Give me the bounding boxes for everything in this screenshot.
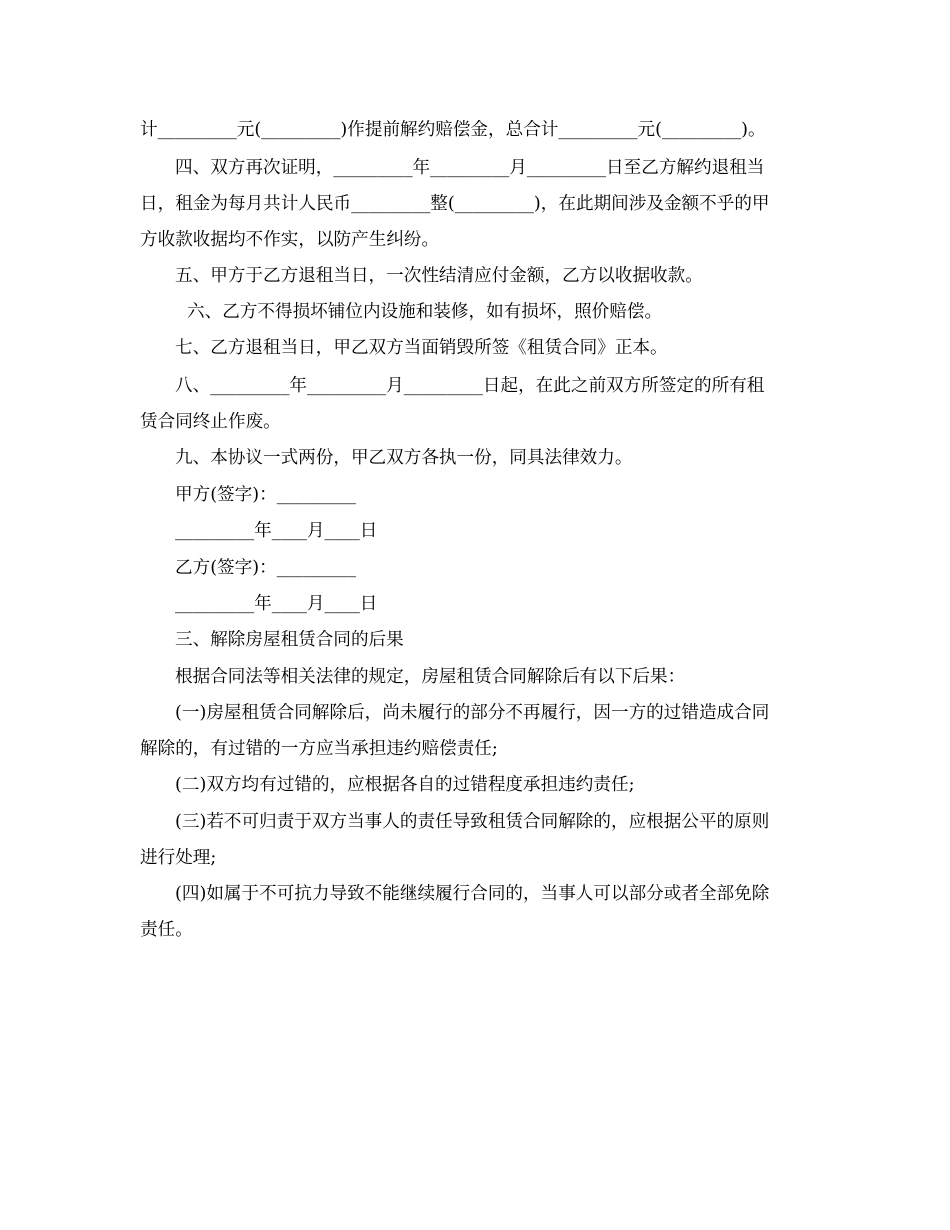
text-line: 赁合同终止作废。 (140, 412, 281, 432)
text-line: 日，租金为每月共计人民币_________整(_________)，在此期间涉及金额不乎的甲 (140, 194, 770, 214)
text-line: 五、甲方于乙方退租当日，一次性结清应付金额，乙方以收据收款。 (175, 266, 703, 286)
text-line: 计_________元(_________)作提前解约赔偿金，总合计_________元(_________)。 (140, 120, 766, 140)
date-line-party-a: _________年____月____日 (175, 521, 378, 541)
text-line: 根据合同法等相关法律的规定，房屋租赁合同解除后有以下后果： (175, 667, 686, 687)
text-line: 六、乙方不得损坏铺位内设施和装修，如有损坏，照价赔偿。 (187, 302, 663, 322)
text-line: 责任。 (140, 920, 193, 940)
text-line: (一)房屋租赁合同解除后，尚未履行的部分不再履行，因一方的过错造成合同 (175, 703, 770, 723)
text-line: 八、_________年_________月_________日起，在此之前双方所签定的所有租 (175, 376, 765, 396)
text-line: 解除的，有过错的一方应当承担违约赔偿责任; (140, 739, 498, 759)
text-line: (四)如属于不可抗力导致不能继续履行合同的，当事人可以部分或者全部免除 (175, 884, 770, 904)
text-line: 四、双方再次证明，_________年_________月_________日至乙方解约退租当 (175, 158, 765, 178)
text-line: (二)双方均有过错的，应根据各自的过错程度承担违约责任; (175, 775, 635, 795)
text-line: (三)若不可归责于双方当事人的责任导致租赁合同解除的，应根据公平的原则 (175, 812, 770, 832)
text-line: 方收款收据均不作实，以防产生纠纷。 (140, 230, 440, 250)
text-line: 进行处理; (140, 848, 217, 868)
date-line-party-b: _________年____月____日 (175, 594, 378, 614)
text-line: 九、本协议一式两份，甲乙双方各执一份，同具法律效力。 (175, 448, 633, 468)
signature-line-party-b: 乙方(签字)：_________ (175, 558, 356, 578)
section-heading: 三、解除房屋租赁合同的后果 (175, 630, 404, 650)
signature-line-party-a: 甲方(签字)：_________ (175, 485, 356, 505)
text-line: 七、乙方退租当日，甲乙双方当面销毁所签《租赁合同》正本。 (175, 338, 668, 358)
